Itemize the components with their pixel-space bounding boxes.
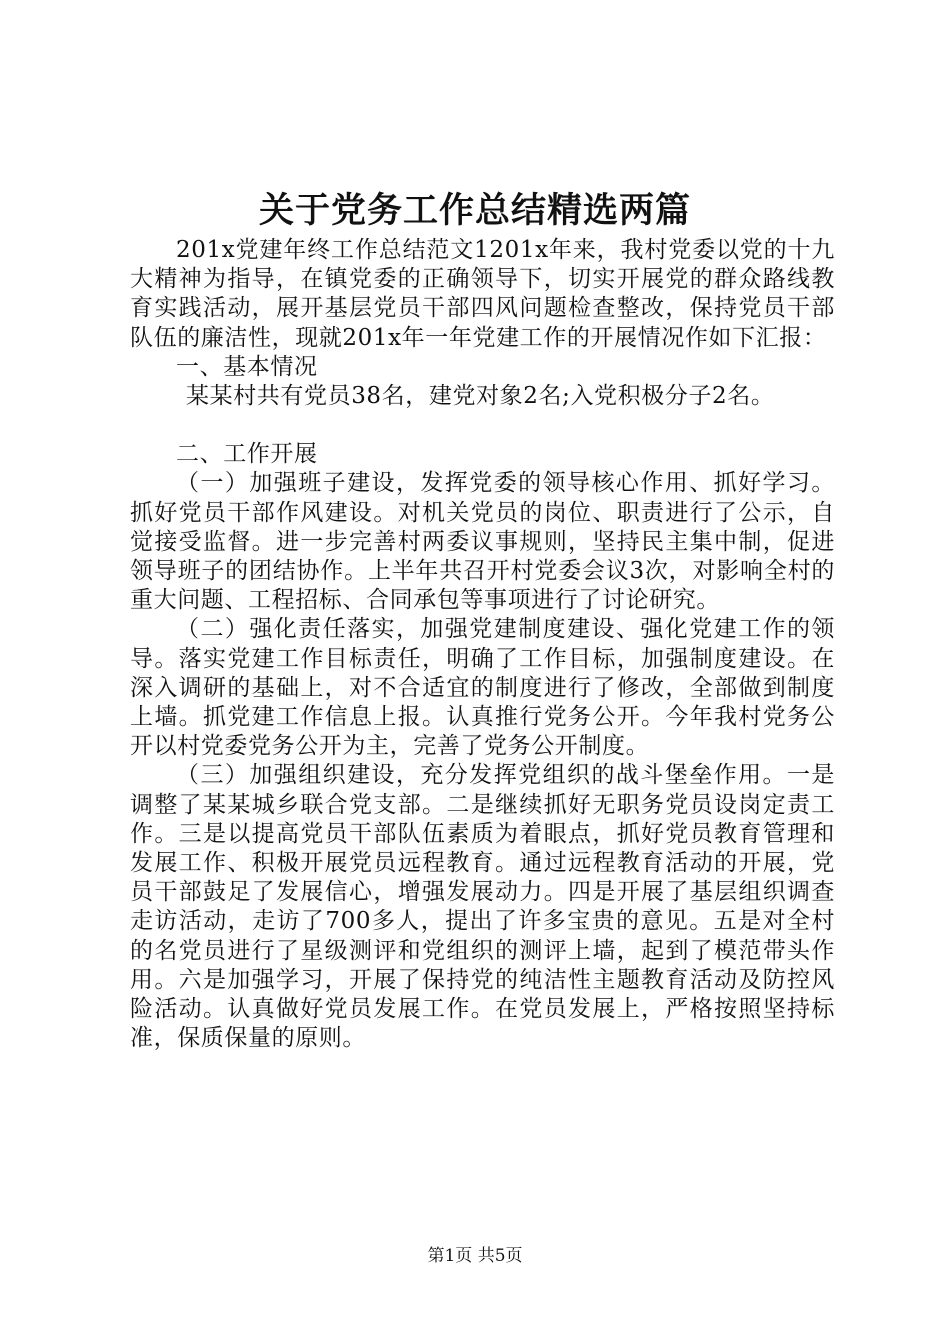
work-item-3-paragraph: （三）加强组织建设，充分发挥党组织的战斗堡垒作用。一是调整了某某城乡联合党支部。二是继续抓好无职务党员设岗定责工作。三是以提高党员干部队伍素质为着眼点，抓好党员教育管理和发展工作、积极开展党员远程教育。通过远程教育活动的开展，党员干部鼓足了发展信心，增强发展动力。四是开展了基层组织调查走访活动，走访了700多人，提出了许多宝贵的意见。五是对全村的名党员进行了星级测评和党组织的测评上墙，起到了模范带头作用。六是加强学习，开展了保持党的纯洁性主题教育活动及防控风险活动。认真做好党员发展工作。在党员发展上，严格按照坚持标准，保质保量的原则。: [130, 762, 835, 1052]
blank-line: [130, 411, 835, 440]
document-body: [130, 236, 835, 1053]
intro-paragraph: 201x党建年终工作总结范文1201x年来，我村党委以党的十九大精神为指导，在镇党委的正确领导下，切实开展党的群众路线教育实践活动，展开基层党员干部四风问题检查整改，保持党员干部队伍的廉洁性，现就201x年一年党建工作的开展情况作如下汇报：: [130, 237, 835, 351]
member-counts-paragraph: 某某村共有党员38名，建党对象2名;入党积极分子2名。: [186, 383, 775, 410]
document-title: 关于党务工作总结精选两篇: [258, 190, 691, 231]
section-heading-basic-info: 一、基本情况: [176, 353, 318, 380]
page-number-footer: 第1页 共5页: [427, 1246, 523, 1266]
work-item-2-paragraph: （二）强化责任落实，加强党建制度建设、强化党建工作的领导。落实党建工作目标责任，明确了工作目标，加强制度建设。在深入调研的基础上，对不合适宜的制度进行了修改，全部做到制度上墙。抓党建工作信息上报。认真推行党务公开。今年我村党务公开以村党委党务公开为主，完善了党务公开制度。: [130, 616, 835, 760]
section-heading-work: 二、工作开展: [176, 441, 318, 468]
work-item-1-paragraph: （一）加强班子建设，发挥党委的领导核心作用、抓好学习。抓好党员干部作风建设。对机关党员的岗位、职责进行了公示，自觉接受监督。进一步完善村两委议事规则，坚持民主集中制，促进领导班子的团结协作。上半年共召开村党委会议3次，对影响全村的重大问题、工程招标、合同承包等事项进行了讨论研究。: [130, 470, 835, 614]
